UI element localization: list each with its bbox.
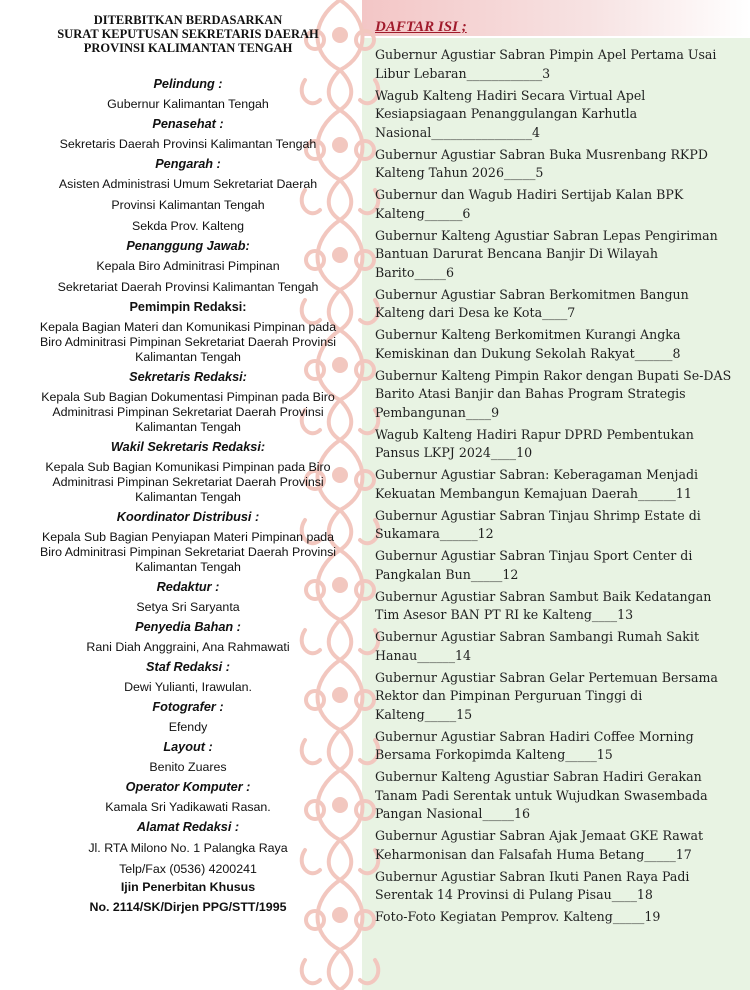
toc-item[interactable]: Gubernur Agustiar Sabran Ajak Jemaat GKE Rawat Keharmonisan dan Falsafah Huma Betang_____17 (375, 828, 704, 862)
role-koordinator-distribusi: Koordinator Distribusi : (116, 510, 260, 524)
toc-item[interactable]: Gubernur Kalteng Agustiar Sabran Lepas Pengiriman Bantuan Darurat Bencana Banjir Di Wilayah Barito_____6 (375, 227, 718, 280)
toc-item[interactable]: Gubernur Agustiar Sabran Tinjau Shrimp Estate di Sukamara______12 (375, 507, 701, 541)
role-staf-redaksi: Staf Redaksi : (146, 660, 230, 674)
person-pengarah-3: Sekda Prov. Kalteng (131, 219, 245, 233)
person-layout: Benito Zuares (149, 760, 227, 774)
toc-header-divider (362, 36, 750, 38)
role-redaktur: Redaktur : (156, 580, 220, 594)
person-redaktur: Setya Sri Saryanta (136, 600, 240, 614)
toc-item[interactable]: Gubernur Agustiar Sabran Buka Musrenbang RKPD Kalteng Tahun 2026_____5 (375, 146, 708, 180)
person-sekretaris-redaksi: Kepala Sub Bagian Dokumentasi Pimpinan pada Biro Adminitrasi Pimpinan Sekretariat Daerah Provinsi Kalimantan Tengah (41, 390, 335, 434)
toc-item[interactable]: Gubernur Agustiar Sabran Gelar Pertemuan Bersama Rektor dan Pimpinan Perguruan Tinggi di Kalteng_____15 (375, 669, 718, 722)
role-penasehat: Penasehat : (152, 117, 224, 131)
toc-item[interactable]: Gubernur Agustiar Sabran Berkomitmen Bangun Kalteng dari Desa ke Kota____7 (375, 286, 689, 320)
toc-item[interactable]: Gubernur Kalteng Agustiar Sabran Hadiri Gerakan Tanam Padi Serentak untuk Wujudkan Swasembada Pangan Nasional_____16 (375, 769, 708, 821)
role-penyedia-bahan: Penyedia Bahan : (135, 620, 241, 634)
toc-item[interactable]: Gubernur dan Wagub Hadiri Sertijab Kalan BPK Kalteng______6 (375, 187, 684, 221)
role-penanggung-jawab: Penanggung Jawab: (126, 239, 250, 253)
role-pelindung: Pelindung : (153, 77, 223, 91)
person-pengarah-1: Asisten Administrasi Umum Sekretariat Daerah (58, 177, 318, 191)
toc-item[interactable]: Gubernur Kalteng Berkomitmen Kurangi Angka Kemiskinan dan Dukung Sekolah Rakyat______8 (375, 327, 681, 361)
person-penanggung-jawab-2: Sekretariat Daerah Provinsi Kalimantan Tengah (57, 280, 319, 294)
person-pelindung: Gubernur Kalimantan Tengah (107, 97, 269, 111)
role-pemimpin-redaksi: Pemimpin Redaksi: (129, 300, 247, 314)
role-operator-komputer: Operator Komputer : (125, 780, 251, 794)
role-sekretaris-redaksi: Sekretaris Redaksi: (129, 370, 247, 384)
person-penasehat: Sekretaris Daerah Provinsi Kalimantan Tengah (59, 137, 317, 151)
person-penanggung-jawab-1: Kepala Biro Adminitrasi Pimpinan (96, 259, 280, 273)
person-staf-redaksi: Dewi Yulianti, Irawulan. (124, 680, 252, 694)
editorial-staff (34, 72, 342, 916)
toc-item[interactable]: Gubernur Agustiar Sabran Sambangi Rumah Sakit Hanau______14 (375, 629, 700, 663)
permit-title: Ijin Penerbitan Khusus (120, 880, 256, 894)
header-line-2: SURAT KEPUTUSAN SEKRETARIS DAERAH (57, 27, 319, 41)
toc-item[interactable]: Wagub Kalteng Hadiri Secara Virtual Apel Kesiapsiagaan Penanggulangan Karhutla Nasional________________4 (375, 87, 646, 140)
toc-item[interactable]: Gubernur Agustiar Sabran Hadiri Coffee Morning Bersama Forkopimda Kalteng_____15 (375, 728, 694, 762)
address-line-2: Telp/Fax (0536) 4200241 (119, 862, 257, 876)
toc-item[interactable]: Gubernur Agustiar Sabran Ikuti Panen Raya Padi Serentak 14 Provinsi di Pulang Pisau____18 (375, 868, 690, 902)
header-line-3: PROVINSI KALIMANTAN TENGAH (83, 41, 293, 55)
person-fotografer: Efendy (168, 720, 208, 734)
toc-item[interactable]: Gubernur Agustiar Sabran Sambut Baik Kedatangan Tim Asesor BAN PT RI ke Kalteng____13 (375, 588, 712, 622)
role-alamat-redaksi: Alamat Redaksi : (136, 820, 240, 834)
person-pemimpin-redaksi: Kepala Bagian Materi dan Komunikasi Pimpinan pada Biro Adminitrasi Pimpinan Sekretariat Daerah Provinsi Kalimantan Tengah (39, 320, 337, 364)
role-layout: Layout : (163, 740, 213, 754)
toc-item[interactable]: Wagub Kalteng Hadiri Rapur DPRD Pembentukan Pansus LKPJ 2024____10 (375, 426, 694, 460)
toc-item[interactable]: Gubernur Agustiar Sabran Tinjau Sport Center di Pangkalan Bun_____12 (375, 548, 693, 582)
address-line-1: Jl. RTA Milono No. 1 Palangka Raya (88, 841, 288, 855)
toc-item[interactable]: Gubernur Agustiar Sabran Pimpin Apel Pertama Usai Libur Lebaran____________3 (375, 47, 717, 81)
person-koordinator-distribusi: Kepala Sub Bagian Penyiapan Materi Pimpinan pada Biro Adminitrasi Pimpinan Sekretariat Daerah Provinsi Kalimantan Tengah (39, 530, 337, 574)
role-fotografer: Fotografer : (152, 700, 224, 714)
toc-item[interactable]: Foto-Foto Kegiatan Pemprov. Kalteng_____19 (375, 909, 661, 924)
header-line-1: DITERBITKAN BERDASARKAN (93, 13, 283, 27)
toc-item[interactable]: Gubernur Agustiar Sabran: Keberagaman Menjadi Kekuatan Membangun Kemajuan Daerah______11 (375, 467, 699, 501)
toc-item[interactable]: Gubernur Kalteng Pimpin Rakor dengan Bupati Se-DAS Barito Atasi Banjir dan Bahas Program Strategis Pembangunan____9 (375, 367, 732, 420)
person-wakil-sekretaris-redaksi: Kepala Sub Bagian Komunikasi Pimpinan pada Biro Adminitrasi Pimpinan Sekretariat Daerah Provinsi Kalimantan Tengah (45, 460, 331, 504)
role-wakil-sekretaris-redaksi: Wakil Sekretaris Redaksi: (110, 440, 266, 454)
role-pengarah: Pengarah : (155, 157, 221, 171)
publication-header (40, 13, 336, 55)
person-pengarah-2: Provinsi Kalimantan Tengah (111, 198, 265, 212)
toc-title: DAFTAR ISI ; (375, 19, 467, 35)
permit-number: No. 2114/SK/Dirjen PPG/STT/1995 (89, 900, 287, 914)
person-operator-komputer: Kamala Sri Yadikawati Rasan. (105, 800, 271, 814)
toc-list (375, 46, 737, 930)
person-penyedia-bahan: Rani Diah Anggraini, Ana Rahmawati (86, 640, 290, 654)
